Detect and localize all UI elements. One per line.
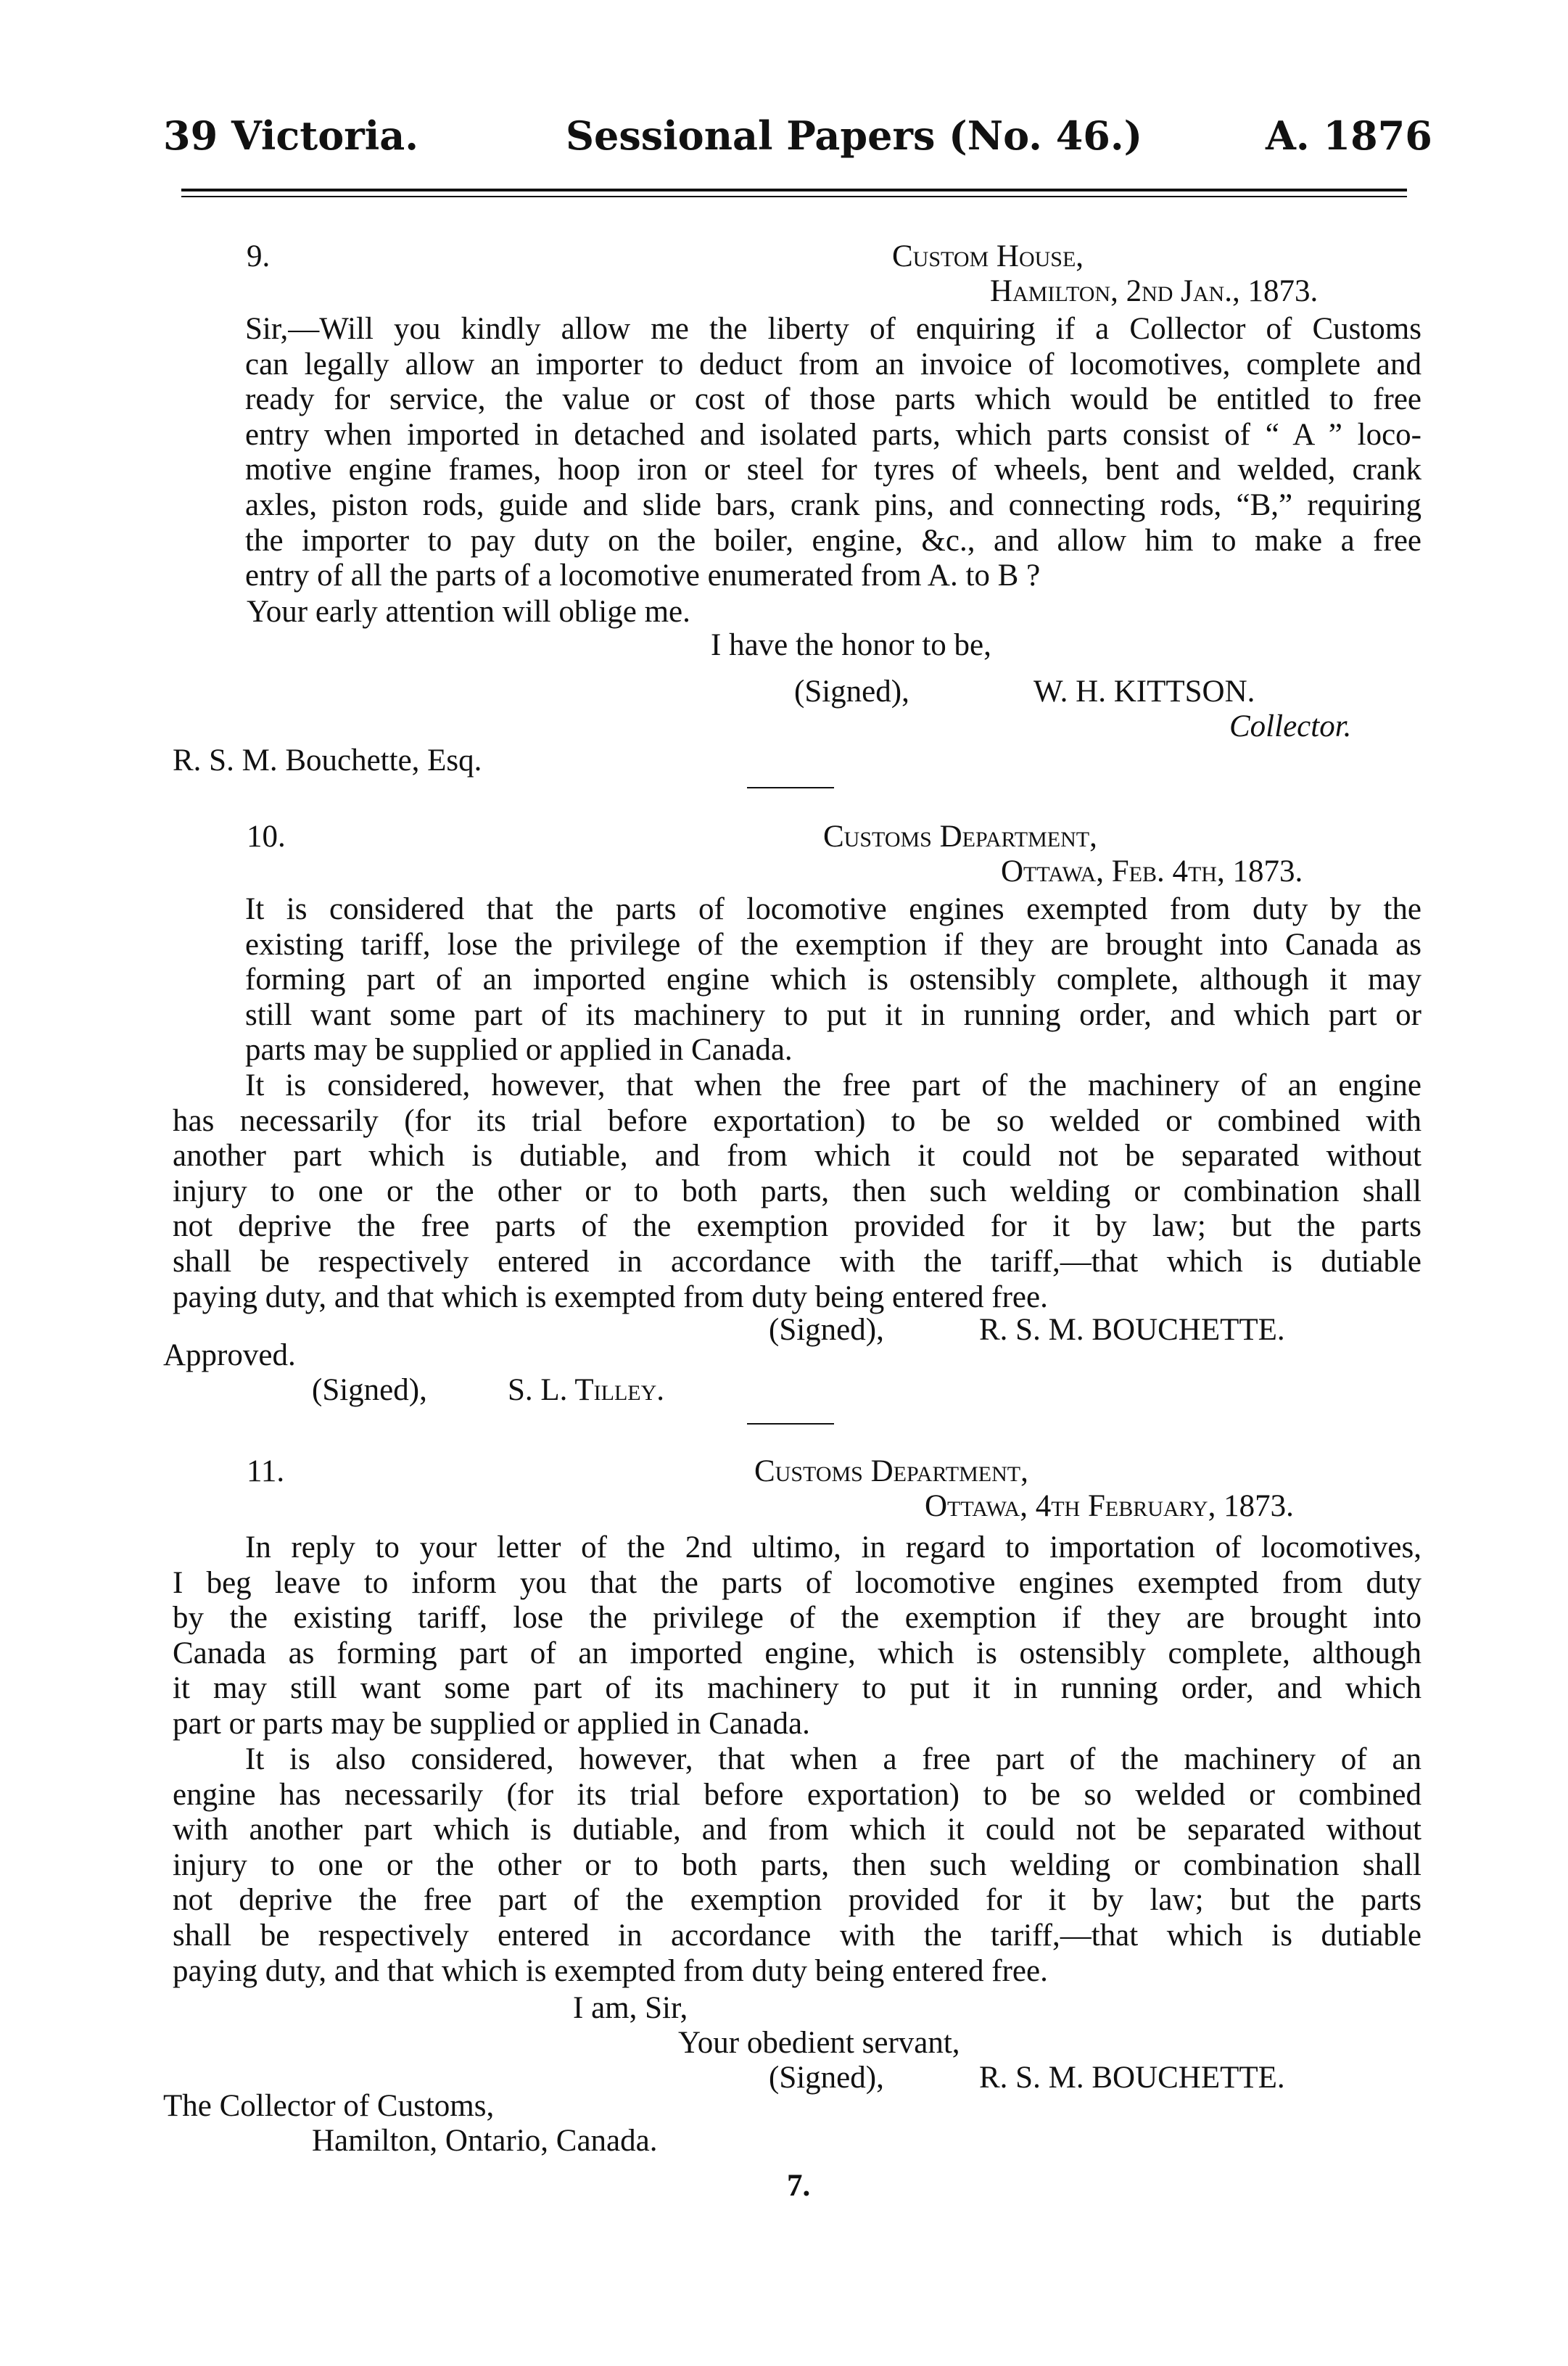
letter10-line: has necessarily (for its trial before exportation) to be so welded or combined with: [173, 1103, 1421, 1138]
letter11-line: I beg leave to inform you that the parts of locomotive engines exempted from duty: [173, 1565, 1421, 1600]
letter9-number: 9.: [247, 239, 271, 273]
letter10-para1: [245, 892, 1421, 1068]
letter11-closing1: I am, Sir,: [573, 1991, 688, 2025]
header-left: 39 Victoria.: [163, 112, 419, 159]
letter10-line: forming part of an imported engine which is ostensibly complete, although it may: [245, 963, 1421, 997]
letter9-line: Sir,—Will you kindly allow me the liberty of enquiring if a Collector of Customs: [245, 312, 1421, 346]
letter11-line: In reply to your letter of the 2nd ultimo, in regard to importation of locomotives,: [245, 1530, 1421, 1565]
letter11-place-line1: Customs Department,: [754, 1454, 1028, 1488]
letter11-line: It is also considered, however, that when a free part of the machinery of an: [245, 1742, 1421, 1776]
letter9-signed: (Signed),: [794, 675, 909, 709]
header-rule: [181, 189, 1407, 191]
letter9-line: motive engine frames, hoop iron or steel for tyres of wheels, bent and welded, crank: [245, 453, 1421, 487]
letter9-closing1: Your early attention will oblige me.: [247, 595, 690, 629]
letter11-line: paying duty, and that which is exempted from duty being entered free.: [173, 1953, 1048, 1988]
letter10-place-line2: Ottawa, Feb. 4th, 1873.: [1001, 854, 1303, 889]
letter10-line: another part which is dutiable, and from which it could not be separated without: [173, 1139, 1421, 1174]
letter10-signer: R. S. M. BOUCHETTE.: [979, 1313, 1285, 1347]
letter10-approved-signed: (Signed),: [312, 1373, 427, 1407]
letter10-number: 10.: [247, 820, 286, 854]
letter10-line: shall be respectively entered in accordance with the tariff,—that which is dutiable: [173, 1244, 1421, 1279]
letter10-line: It is considered that the parts of locomotive engines exempted from duty by the: [245, 892, 1421, 926]
letter11-para1: [173, 1530, 1421, 1742]
letter9-place-line1: Custom House,: [892, 239, 1084, 273]
letter9-place: Hamilton, 2nd Jan., 1873.: [990, 274, 1319, 308]
letter10-line: existing tariff, lose the privilege of the exemption if they are brought into Canada as: [245, 927, 1421, 962]
letter11-line: by the existing tariff, lose the privilege of the exemption if they are brought into: [173, 1601, 1421, 1636]
letter9-body: [245, 312, 1421, 594]
letter11-para2: [173, 1742, 1421, 1989]
letter10-para2: [173, 1068, 1421, 1315]
letter11-line: engine has necessarily (for its trial before exportation) to be so welded or combined: [173, 1777, 1421, 1812]
letter9-place-line2: [990, 274, 1318, 309]
letter9-line: entry of all the parts of a locomotive enumerated from A. to B ?: [245, 558, 1041, 593]
letter10-signed: (Signed),: [769, 1313, 884, 1347]
letter10-line: injury to one or the other or to both parts, then such welding or combination shall: [173, 1174, 1421, 1208]
letter11-line: not deprive the free part of the exemption provided for it by law; but the parts: [173, 1883, 1421, 1918]
letter11-line: Canada as forming part of an imported engine, which is ostensibly complete, although: [173, 1636, 1421, 1670]
letter9-signer: W. H. KITTSON.: [1033, 675, 1255, 709]
letter11-addressee1: The Collector of Customs,: [163, 2089, 495, 2123]
letter11-line: it may still want some part of its machinery to put it in running order, and which: [173, 1671, 1421, 1706]
letter10-line: not deprive the free parts of the exemption provided for it by law; but the parts: [173, 1209, 1421, 1244]
letter10-line: still want some part of its machinery to put it in running order, and which part or: [245, 997, 1421, 1032]
header-right: A. 1876: [1266, 112, 1432, 159]
header-center: Sessional Papers (No. 46.): [566, 112, 1143, 159]
letter9-line: can legally allow an importer to deduct from an invoice of locomotives, complete and: [245, 347, 1421, 382]
letter10-line: parts may be supplied or applied in Canada.: [245, 1033, 793, 1068]
letter11-place-line2: Ottawa, 4th February, 1873.: [925, 1489, 1294, 1523]
letter11-line: shall be respectively entered in accordance with the tariff,—that which is dutiable: [173, 1918, 1421, 1953]
letter9-addressee: R. S. M. Bouchette, Esq.: [173, 743, 482, 778]
section-divider: [747, 1423, 834, 1425]
header-rule-thin: [181, 196, 1407, 197]
letter11-signer: R. S. M. BOUCHETTE.: [979, 2061, 1285, 2095]
section-divider: [747, 787, 834, 788]
letter9-closing2: I have the honor to be,: [711, 628, 991, 662]
letter10-approved-signer: S. L. Tilley.: [508, 1373, 665, 1407]
page-number: 7.: [787, 2169, 811, 2203]
letter9-line: ready for service, the value or cost of those parts which would be entitled to free: [245, 382, 1421, 417]
letter10-line: It is considered, however, that when the free part of the machinery of an engine: [245, 1068, 1421, 1102]
letter9-line: axles, piston rods, guide and slide bars, crank pins, and connecting rods, “B,” requiring: [245, 487, 1421, 522]
letter9-signer-title: Collector.: [1229, 709, 1352, 743]
letter9-line: entry when imported in detached and isolated parts, which parts consist of “ A ” loco-: [245, 417, 1421, 452]
letter11-closing2: Your obedient servant,: [678, 2026, 960, 2060]
letter11-line: with another part which is dutiable, and from which it could not be separated without: [173, 1813, 1421, 1847]
letter11-line: injury to one or the other or to both parts, then such welding or combination shall: [173, 1847, 1421, 1882]
letter10-place-line1: Customs Department,: [823, 820, 1097, 854]
letter10-line: paying duty, and that which is exempted from duty being entered free.: [173, 1279, 1048, 1314]
letter11-line: part or parts may be supplied or applied in Canada.: [173, 1706, 810, 1741]
letter11-addressee2: Hamilton, Ontario, Canada.: [312, 2124, 658, 2158]
letter11-signed: (Signed),: [769, 2061, 884, 2095]
letter9-line: the importer to pay duty on the boiler, engine, &c., and allow him to make a free: [245, 523, 1421, 558]
letter11-number: 11.: [247, 1454, 285, 1488]
letter10-approved: Approved.: [163, 1338, 296, 1372]
